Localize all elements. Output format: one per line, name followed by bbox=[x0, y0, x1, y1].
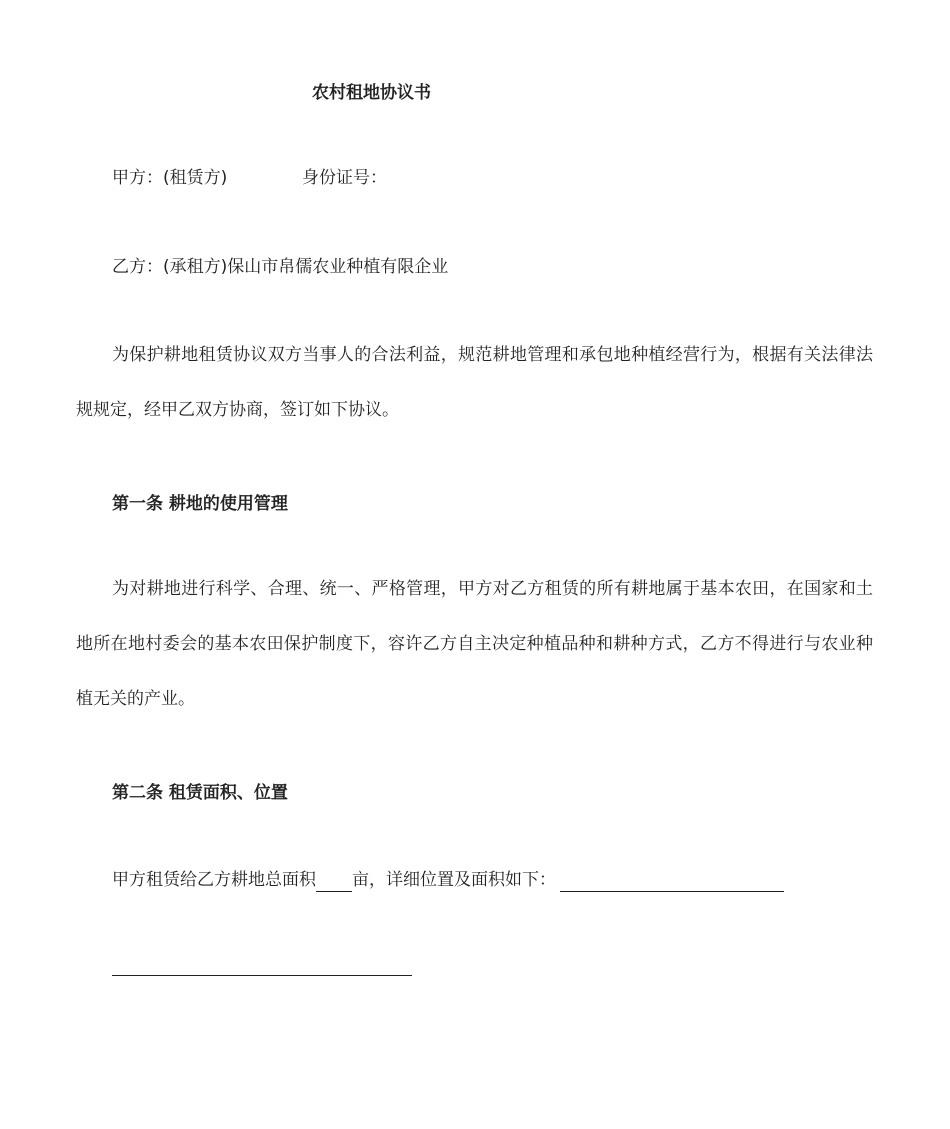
area-text-after: 亩，详细位置及面积如下： bbox=[352, 870, 556, 890]
article2-area-line bbox=[112, 868, 784, 892]
area-text-before: 甲方租赁给乙方耕地总面积 bbox=[112, 870, 316, 890]
article1-paragraph: 为对耕地进行科学、合理、统一、严格管理，甲方对乙方租赁的所有耕地属于基本农田，在国家和土地所在地村委会的基本农田保护制度下，容许乙方自主决定种植品种和耕种方式，乙方不得进行与农业种植无关的产业。 bbox=[76, 579, 873, 709]
location-blank bbox=[560, 873, 784, 892]
article1-heading: 第一条 耕地的使用管理 bbox=[112, 494, 288, 514]
article2-heading: 第二条 租赁面积、位置 bbox=[112, 783, 288, 803]
area-blank bbox=[316, 873, 352, 892]
id-number-label: 身份证号： bbox=[302, 168, 387, 188]
location-continuation-blank bbox=[112, 975, 412, 976]
intro-paragraph: 为保护耕地租赁协议双方当事人的合法利益，规范耕地管理和承包地种植经营行为，根据有关法律法规规定，经甲乙双方协商，签订如下协议。 bbox=[76, 345, 873, 420]
party-b-line: 乙方：(承租方)保山市帛儒农业种植有限企业 bbox=[112, 257, 449, 277]
party-a-line: 甲方：(租赁方) bbox=[112, 168, 228, 188]
document-title: 农村租地协议书 bbox=[312, 83, 431, 103]
